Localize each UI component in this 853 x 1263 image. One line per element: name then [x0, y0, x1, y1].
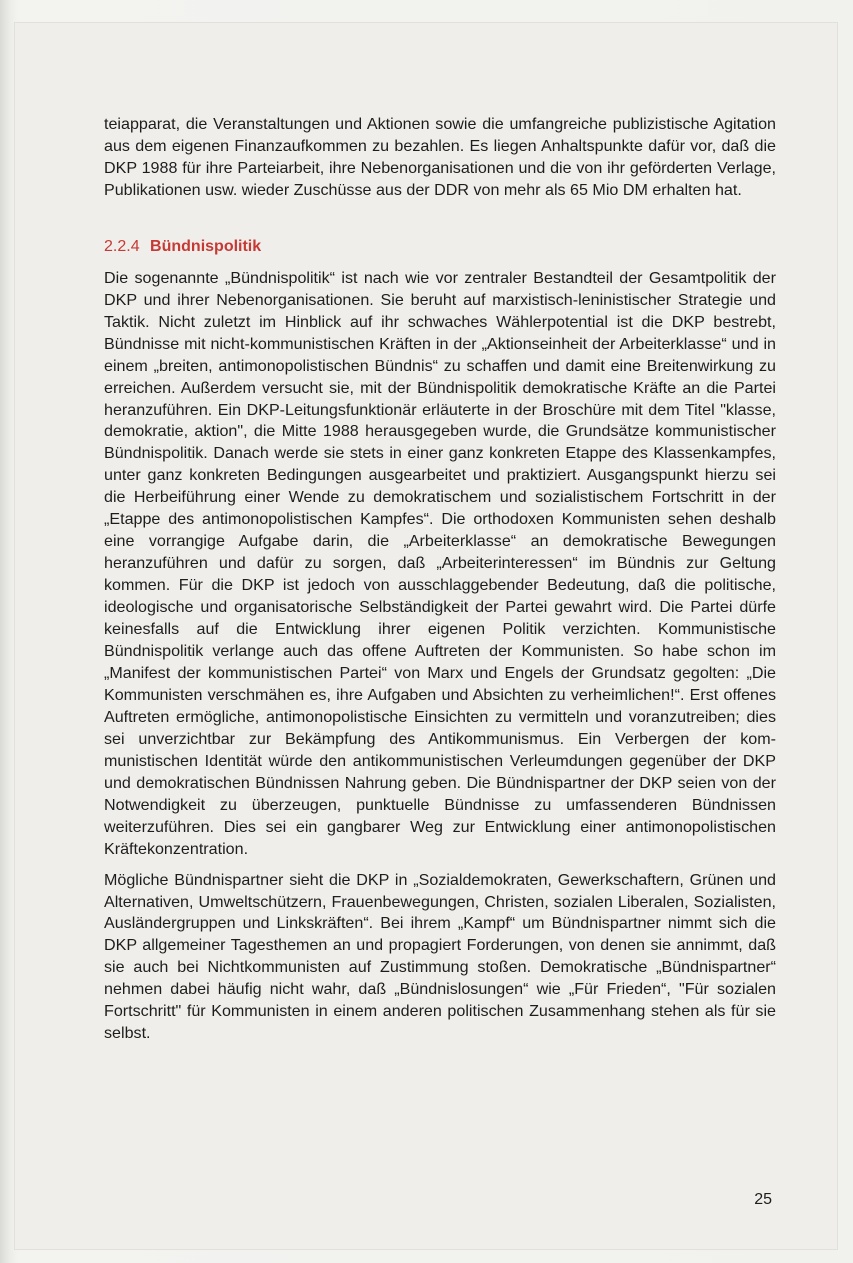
page-content — [104, 114, 776, 1045]
section-title: Bündnispolitik — [150, 237, 262, 255]
paragraph-main: Die sogenannte „Bündnispolitik“ ist nach wie vor zentraler Bestandteil der Gesamtpolitik der DKP und ihrer Nebenorganisationen. Sie beruht auf marxistisch-leninistischer Strategie und Taktik. Nicht zuletzt im Hinblick auf ihr schwaches Wählerpotential ist die DKP bestrebt, Bündnisse mit nicht-kommunistischen Kräften in der „Aktionseinheit der Arbeiterklasse“ und in einem „breiten, antimonopolistischen Bündnis“ zu schaffen und damit eine Breitenwirkung zu erreichen. Außerdem versucht sie, mit der Bündnispolitik demokratische Kräfte an die Partei heranzuführen. Ein DKP-Leitungsfunktionär erläuterte in der Broschüre mit dem Titel "klasse, demokratie, aktion", die Mitte 1988 herausgegeben wurde, die Grundsätze kommunistischer Bündnispolitik. Danach werde sie stets in einer ganz konkreten Etappe des Klassenkampfes, unter ganz konkreten Bedingungen ausgearbeitet und praktiziert. Ausgangspunkt hierzu sei die Herbeiführung einer Wende zu demokratischem und sozialistischem Fortschritt in der „Etappe des antimonopolistischen Kampfes“. Die orthodoxen Kommunisten sehen deshalb eine vorrangige Aufgabe darin, die „Arbeiterklasse“ an demokratische Bewegungen heranzuführen und dafür zu sorgen, daß „Arbeiterinteressen“ im Bündnis zur Geltung kommen. Für die DKP ist jedoch von ausschlaggebender Bedeutung, daß die politische, ideologische und organisatorische Selbständigkeit der Partei gewahrt wird. Die Partei dürfe keinesfalls auf die Entwicklung ihrer eigenen Politik verzichten. Kommunistische Bündnispolitik verlange auch das offene Auftreten der Kommunisten. So habe schon im „Manifest der kommunistischen Partei“ von Marx und Engels der Grundsatz gegolten: „Die Kommunisten verschmähen es, ihre Aufgaben und Absichten zu verheimlichen!“. Erst offenes Auftreten ermögliche, antimonopolistische Einsichten zu vermitteln und voranzutreiben; dies sei unverzichtbar zur Bekämpfung des Antikommunismus. Ein Verbergen der kommunistischen Identität würde den antikommunistischen Verleumdungen gegenüber der DKP und demokratischen Bündnissen Nahrung geben. Die Bündnispartner der DKP seien von der Notwendigkeit zu überzeugen, punktuelle Bündnisse zu umfassenderen Bündnissen weiterzuführen. Dies sei ein gangbarer Weg zur Entwicklung einer antimonopolistischen Kräftekonzentration. — [104, 268, 776, 858]
section-number: 2.2.4 — [104, 237, 140, 255]
document-page — [14, 22, 838, 1250]
section-heading — [104, 236, 776, 258]
page-number: 25 — [754, 1191, 772, 1208]
paragraph-intro: teiapparat, die Veranstaltungen und Aktionen sowie die umfangreiche publizistische Agitation aus dem eigenen Finanzaufkommen zu bezahlen. Es liegen Anhaltspunkte dafür vor, daß die DKP 1988 für ihre Parteiarbeit, ihre Nebenorganisationen und die von ihr geförderten Verlage, Publikationen usw. wieder Zuschüsse aus der DDR von mehr als 65 Mio DM erhalten hat. — [104, 115, 776, 199]
paragraph-partners: Mögliche Bündnispartner sieht die DKP in „Sozialdemokraten, Gewerkschaftern, Grünen und Alternativen, Umweltschützern, Frauenbewegungen, Christen, sozialen Liberalen, Sozialisten, Ausländergruppen und Linkskräften“. Bei ihrem „Kampf“ um Bündnispartner nimmt sich die DKP allgemeiner Tagesthemen an und propagiert Forderungen, von denen sie annimmt, daß sie auch bei Nichtkommunisten auf Zustimmung stoßen. Demokratische „Bündnispartner“ nehmen dabei häufig nicht wahr, daß „Bündnislosungen“ wie „Für Frieden“, "Für sozialen Fortschritt" für Kommunisten in einem anderen politischen Zusammenhang stehen als für sie selbst. — [104, 870, 776, 1043]
